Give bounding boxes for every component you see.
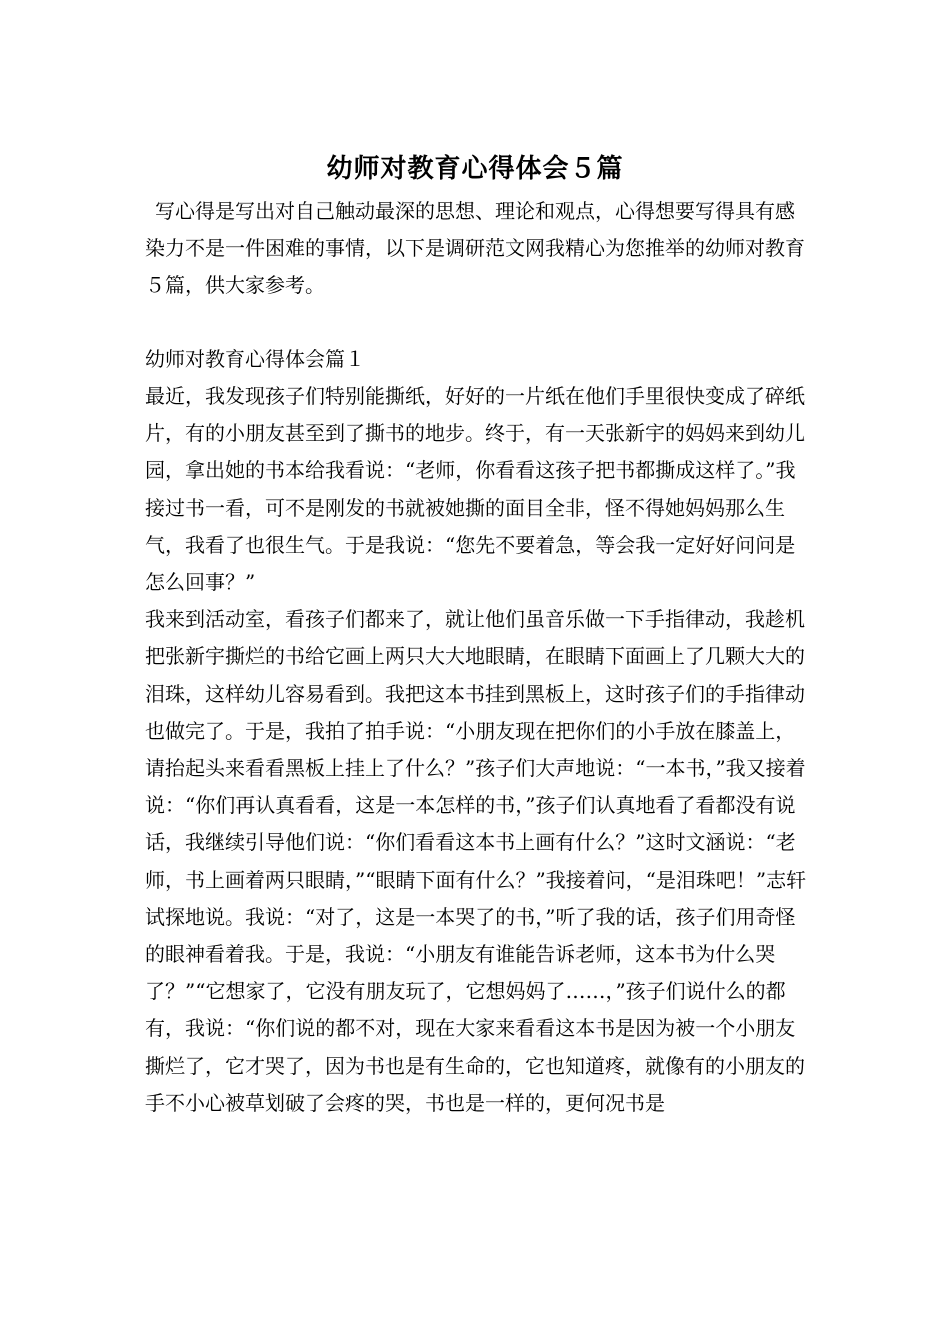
document-title: 幼师对教育心得体会５篇 <box>326 154 624 185</box>
section-heading: 幼师对教育心得体会篇１ <box>145 347 365 371</box>
body-paragraph: 最近，我发现孩子们特别能撕纸，好好的一片纸在他们手里很快变成了碎纸片，有的小朋友甚至到了撕书的地步。终于，有一天张新宇的妈妈来到幼儿园，拿出她的书本给我看说：“老师，你看看这孩子把书都撕成这样了。”我接过书一看，可不是刚发的书就被她撕的面目全非，怪不得她妈妈那么生气，我看了也很生气。于是我说：“您先不要着急，等会我一定好好问问是怎么回事？” <box>145 384 805 595</box>
intro-paragraph: 写心得是写出对自己触动最深的思想、理论和观点，心得想要写得具有感染力不是一件困难的事情，以下是调研范文网我精心为您推举的幼师对教育５篇，供大家参考。 <box>145 199 805 298</box>
body-paragraph: 我来到活动室，看孩子们都来了，就让他们虽音乐做一下手指律动，我趁机把张新宇撕烂的书给它画上两只大大地眼睛，在眼睛下面画上了几颗大大的泪珠，这样幼儿容易看到。我把这本书挂到黑板上，这时孩子们的手指律动也做完了。于是，我拍了拍手说：“小朋友现在把你们的小手放在膝盖上，请抬起头来看看黑板上挂上了什么？”孩子们大声地说：“一本书，”我又接着说：“你们再认真看看，这是一本怎样的书，”孩子们认真地看了看都没有说话，我继续引导他们说：“你们看看这本书上画有什么？”这时文涵说：“老师，书上画着两只眼睛，”“眼睛下面有什么？”我接着问，“是泪珠吧！”志轩试探地说。我说：“对了，这是一本哭了的书，”听了我的话，孩子们用奇怪的眼神看着我。于是，我说：“小朋友有谁能告诉老师，这本书为什么哭了？”“它想家了，它没有朋友玩了，它想妈妈了……，”孩子们说什么的都有，我说：“你们说的都不对，现在大家来看看这本书是因为被一个小朋友撕烂了，它才哭了，因为书也是有生命的，它也知道疼，就像有的小朋友的手不小心被草划破了会疼的哭，书也是一样的，更何况书是 <box>145 607 807 1115</box>
section-content <box>145 378 810 1122</box>
